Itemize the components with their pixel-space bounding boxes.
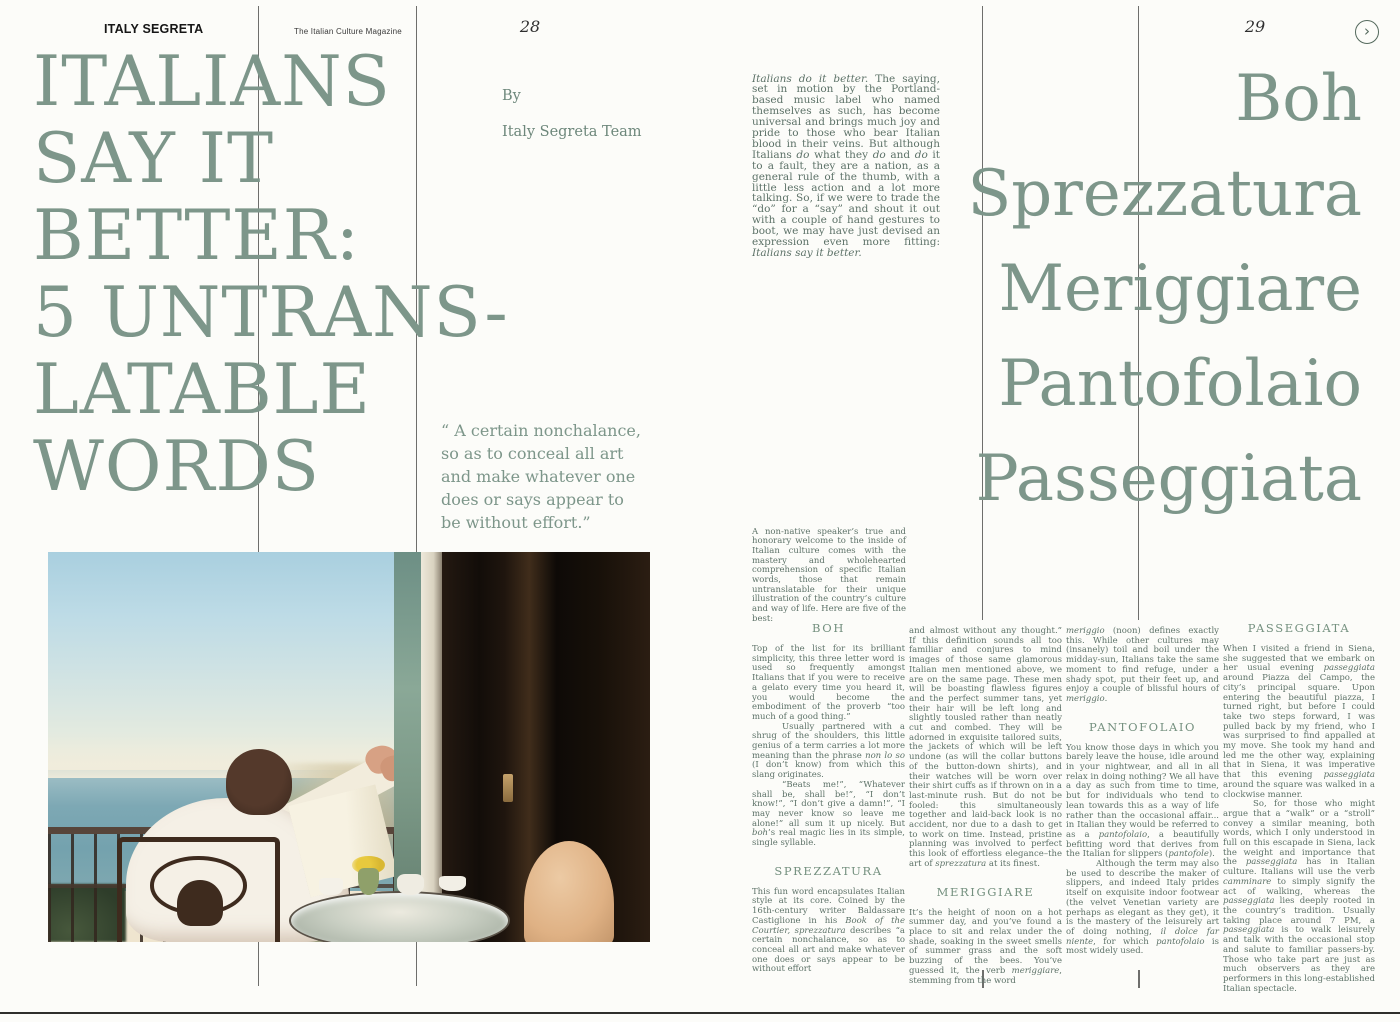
page-title (33, 44, 509, 506)
body-paragraph: Although the term may also be used to describe the maker of slippers, and indeed Italy prides itself on exquisite indoor footwear (the velvet Venetian variety are perhaps as elegant as they get), it is the mastery of the leisurely art of doing nothing, il dolce far niente, for which pantofolaio is most widely used. (1066, 859, 1219, 957)
body-column-3 (1066, 620, 1219, 957)
byline-author: Italy Segreta Team (502, 124, 642, 140)
body-paragraph: So, for those who might argue that a “walk” or a “stroll” convey a similar meaning, both words, which I only understood in full on this escapade in Siena, lack the weight and importance that the passeggiata has in Italian culture. Italians will use the verb camminare to simply signify the act of walking, whereas the passeggiata lies deeply rooted in the country’s tradition. Usually taking place around 7 PM, a passeggiata is to walk leisurely and talk with the occasional stop and salute to familiar passers-by. Those who take part are just as much observers as they are performers in this long-established Italian spectacle. (1223, 799, 1375, 994)
next-page-button[interactable] (1355, 20, 1379, 44)
section-heading-sprezzatura: SPREZZATURA (774, 863, 883, 878)
body-paragraph: “Beats me!”, “Whatever shall be, shall be!”, “I don’t know!”, “I don’t give a damn!”, “I may never know so leave me alone!” all sum it up nicely. But boh’s real magic lies in its simple, single syllable. (752, 779, 905, 849)
photo-chair-knot (177, 880, 222, 927)
display-word: Passeggiata (975, 442, 1362, 516)
title-line: WORDS (33, 427, 321, 507)
intro-paragraph: Italians do it better. The saying, set in motion by the Portland-based music label who named themselves as such, has become universal and brings much joy and pride to those who bear Italian blood in their veins. But although Italians do what they do and do it to a fault, they are a nation, as a general rule of the thumb, with a little less action and a lot more talking. So, if we were to trade the “do” for a “say” and shout it out with a couple of hand gestures to boot, we may have just devised an expression even more fitting: Italians say it better. (752, 72, 941, 259)
section-heading-pantofolaio: PANTOFOLAIO (1088, 719, 1197, 734)
body-paragraph: This fun word encapsulates Italian style at its core. Coined by the 16th-century writer Baldassare Castiglione in his Book of the Courtier, sprezzatura describes “a certain nonchalance, so as to conceal all art and make whatever one does or says appear to be without effort (752, 886, 905, 975)
photo-cup (439, 876, 466, 892)
title-line: ITALIANS (33, 42, 391, 122)
page-bottom-rule (0, 1012, 1400, 1014)
display-word: Meriggiare (998, 252, 1362, 326)
body-paragraph: meriggio (noon) defines exactly this. While other cultures may (insanely) toil and boil under the midday-sun, Italians take the same moment to find refuge, under a shady spot, put their feet up, and enjoy a couple of blissful hours of meriggio. (1066, 626, 1219, 704)
photo-jug (397, 874, 424, 895)
display-word: Sprezzatura (967, 157, 1362, 231)
body-paragraph: When I visited a friend in Siena, she suggested that we embark on her usual evening passeggiata around Piazza del Campo, the city’s principal square. Upon entering the beautiful piazza, I turned right, but before I could take two steps forward, I was pulled back by my friend, who I was surprised to find appalled at my move. She took my hand and led me the other way, explaining that in Siena, it was imperative that this evening passeggiata around the square was walked in a clockwise manner. (1223, 644, 1375, 800)
page-number-left: 28 (519, 17, 541, 36)
body-column-4 (1223, 620, 1375, 994)
display-word: Pantofolaio (998, 347, 1362, 421)
body-paragraph: Top of the list for its brilliant simplicity, this three letter word is used so frequently amongst Italians that if you were to receive a gelato every time you heard it, you would become the embodiment of the proverb “too much of a good thing.” (752, 644, 905, 722)
body-paragraph: Usually partnered with a shrug of the shoulders, this little genius of a term carries a lot more meaning than the phrase non lo so (I don’t know) from which this slang originates. (752, 721, 905, 781)
section-heading-boh: BOH (812, 621, 845, 635)
byline (502, 78, 642, 150)
pull-quote: “ A certain nonchalance, so as to conceal all art and make whatever one does or says appear to be without effort.” (441, 421, 641, 532)
photo-table (289, 891, 510, 942)
column-tick (1138, 970, 1140, 988)
photo-door-handle (503, 774, 513, 801)
photo-man-head (226, 749, 292, 815)
page-number-right: 29 (1244, 17, 1266, 36)
welcome-paragraph: A non-native speaker’s true and honorary welcome to the inside of Italian culture comes with the mastery and wholehearted comprehension of specific Italian words, those that remain untranslatable for their unique illustration of the country’s culture and way of life. Here are five of the best: (752, 526, 906, 624)
magazine-tagline: The Italian Culture Magazine (294, 27, 402, 36)
display-word: Boh (1235, 62, 1362, 136)
title-line: 5 UNTRANS- (33, 273, 509, 353)
section-heading-meriggiare: MERIGGIARE (936, 884, 1035, 899)
balcony-photo (48, 552, 650, 942)
body-column-1 (752, 620, 905, 975)
column-rule (416, 942, 417, 986)
title-line: SAY IT (33, 119, 275, 199)
chevron-right-icon: › (1364, 22, 1370, 40)
body-paragraph: You know those days in which you barely leave the house, idle around in your nightwear, and all in all relax in doing nothing? We all have a day as such from time to time, but for individuals who tend to lean towards this as a way of life rather than the occasional affair... in Italian they would be referred to as a pantofolaio, a beautifully befitting word that derives from the Italian for slippers (pantofole). (1066, 742, 1219, 860)
photo-cup (319, 878, 343, 896)
title-line: BETTER: (33, 196, 360, 276)
body-paragraph: It’s the height of noon on a hot summer day, and you’ve found a place to sit and relax under the shade, soaking in the sweet smells of summer grass and the soft buzzing of the bees. You’ve guessed it, the verb meriggiare, stemming from the word (909, 907, 1062, 986)
column-rule (258, 942, 259, 986)
body-column-2 (909, 620, 1062, 986)
magazine-brand: ITALY SEGRETA (104, 22, 204, 36)
byline-prefix: By (502, 88, 521, 104)
title-line: LATABLE (33, 350, 371, 430)
body-paragraph: and almost without any thought.” If this definition sounds all too familiar and conjures to mind images of those same glamorous Italian men mentioned above, we are on the same page. These men will be boasting flawless figures and the perfect summer tans, yet their hair will be left long and slightly tousled rather than neatly cut and combed. They will be adorned in exquisite tailored suits, the jackets of which will be left undone (as will the collar buttons of the button-down shirts), and their watches will be worn over their shirt cuffs as if thrown on in a last-minute rush. But do not be fooled: this simultaneously together and laid-back look is no accident, nor due to a dash to get to work on time. Instead, pristine planning was involved to perfect this look of effortless elegance–the art of sprezzatura at its finest. (909, 626, 1062, 869)
section-heading-passeggiata: PASSEGGIATA (1247, 621, 1351, 635)
